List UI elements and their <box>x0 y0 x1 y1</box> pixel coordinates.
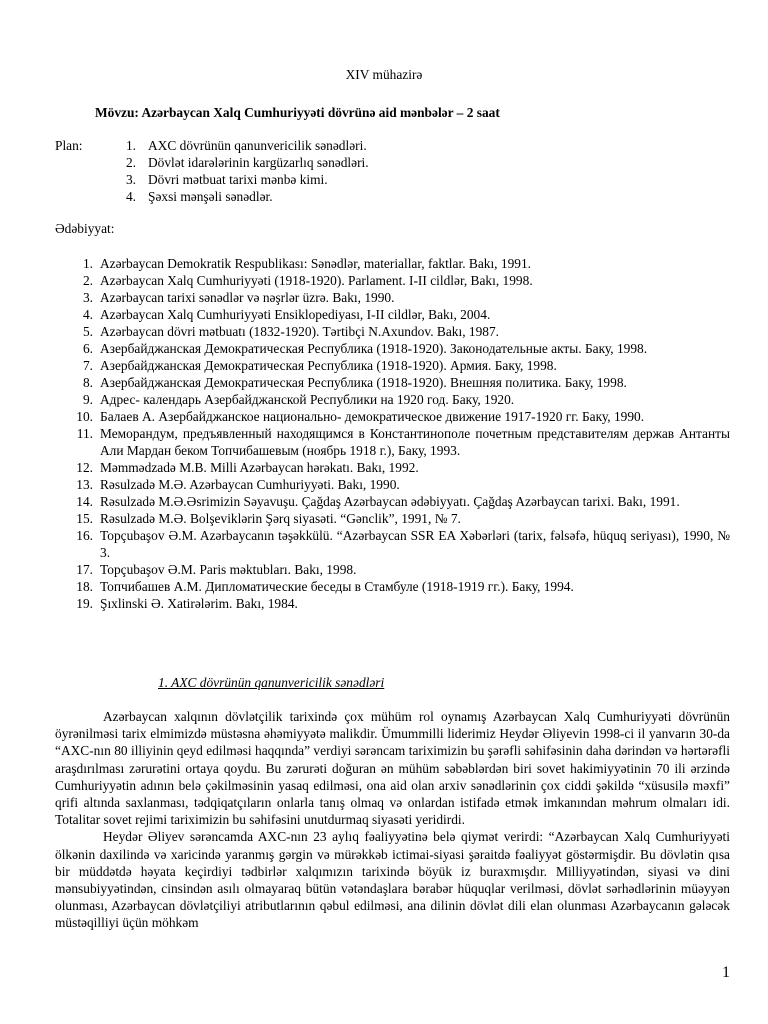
plan-item-text: Şəxsi mənşəli sənədlər. <box>148 189 273 204</box>
plan-item-text: Dövlət idarələrinin kargüzarlıq sənədləri. <box>148 155 369 170</box>
literature-item-number: 12. <box>76 460 93 475</box>
literature-label: Ədəbiyyat: <box>55 221 115 236</box>
plan-item-text: AXC dövrünün qanunvericilik sənədləri. <box>148 138 367 153</box>
literature-item <box>55 391 730 408</box>
lecture-title: XIV mühazirə <box>345 67 423 82</box>
literature-item <box>55 340 730 357</box>
literature-item <box>55 578 730 595</box>
literature-item <box>55 357 730 374</box>
plan-item-number: 3. <box>125 172 136 187</box>
literature-item-text: Azərbaycan Xalq Cumhuriyyəti (1918-1920). Parlament. I-II cildlər, Bakı, 1998. <box>100 273 533 288</box>
literature-item-text: Azərbaycan dövri mətbuatı (1832-1920). Tərtibçi N.Axundov. Bakı, 1987. <box>100 324 500 339</box>
body-paragraph: Azərbaycan xalqının dövlətçilik tarixində çox mühüm rol oynamış Azərbaycan Xalq Cumhuriyyəti dövrünün öyrənilməsi tarix elmimizdə müstəsna əhəmiyyətə malikdir. Ümummilli liderimiz Heydər Əliyevin 1998-ci il yanvarın 30-da “AXC-nın 80 illiyinin qeyd edilməsi haqqında” verdiyi sərəncam tariximizin bu şərəfli səhifəsinin daha dərindən və hərtərəfli araşdırılması zərurətini ortaya qoydu. Bu zərurəti doğuran ən mühüm səbəblərdən biri sovet hakimiyyətinin 70 ili ərzində Cumhuriyyətin adının belə çəkilməsinin yasaq edilməsi, ona aid olan arxiv sənədlərinin çox ciddi şəkildə “xüsusilə məxfi” qrifi altında saxlanması, tədqiqatçıların onlarla tanış olmaq və onlardan istifadə etmək imkanından məhrum olmaları idi. Totalitar sovet rejimi tariximizin bu səhifəsini unutdurmaq siyasəti yeridirdi. <box>55 709 730 828</box>
literature-item <box>55 374 730 391</box>
literature-item-number: 3. <box>82 290 93 305</box>
literature-item-text: Адрес- календарь Азербайджанской Республики на 1920 год. Баку, 1920. <box>100 392 515 407</box>
literature-item-text: Азербайджанская Демократическая Республика (1918-1920). Армия. Баку, 1998. <box>100 358 557 373</box>
literature-item <box>55 561 730 578</box>
plan-item-number: 4. <box>125 189 136 204</box>
literature-item-number: 7. <box>82 358 93 373</box>
literature-item <box>55 476 730 493</box>
literature-item <box>55 595 730 612</box>
literature-item-number: 1. <box>82 256 93 271</box>
literature-item-text: Балаев А. Азербайджанское национально- демократическое движение 1917-1920 гг. Баку, 1990. <box>100 409 645 424</box>
literature-item-text: Azərbaycan Xalq Cumhuriyyəti Ensiklopediyası, I-II cildlər, Bakı, 2004. <box>100 307 491 322</box>
literature-item <box>55 459 730 476</box>
literature-item-text: Азербайджанская Демократическая Республика (1918-1920). Законодательные акты. Баку, 1998. <box>100 341 648 356</box>
literature-item-text: Topçubaşov Ə.M. Paris məktubları. Bakı, 1998. <box>100 562 357 577</box>
topic-heading: Mövzu: Azərbaycan Xalq Cumhuriyyəti dövrünə aid mənbələr – 2 saat <box>95 105 500 120</box>
literature-item-number: 11. <box>76 426 93 441</box>
literature-item <box>55 255 730 272</box>
plan-item-text: Dövri mətbuat tarixi mənbə kimi. <box>148 172 328 187</box>
literature-item-text: Şıxlinski Ə. Xatirələrim. Bakı, 1984. <box>100 596 298 611</box>
literature-item-text: Топчибашев А.М. Дипломатические беседы в Стамбуле (1918-1919 гг.). Баку, 1994. <box>100 579 574 594</box>
plan-item <box>108 171 369 188</box>
plan-label: Plan: <box>55 138 83 153</box>
section-heading: 1. AXC dövrünün qanunvericilik sənədləri <box>158 675 385 690</box>
literature-item-number: 19. <box>76 596 93 611</box>
literature-item-number: 5. <box>82 324 93 339</box>
literature-item-number: 6. <box>82 341 93 356</box>
literature-item-number: 2. <box>82 273 93 288</box>
literature-list <box>55 255 730 612</box>
plan-item-number: 2. <box>125 155 136 170</box>
literature-item <box>55 408 730 425</box>
literature-item <box>55 289 730 306</box>
literature-item-number: 4. <box>82 307 93 322</box>
literature-item-text: Azərbaycan tarixi sənədlər və nəşrlər üzrə. Bakı, 1990. <box>100 290 395 305</box>
literature-item-text: Rəsulzadə M.Ə. Azərbaycan Cumhuriyyəti. Bakı, 1990. <box>100 477 400 492</box>
plan-item <box>108 154 369 171</box>
literature-item-number: 13. <box>76 477 93 492</box>
literature-item-number: 17. <box>76 562 93 577</box>
literature-item-number: 15. <box>76 511 93 526</box>
literature-item <box>55 323 730 340</box>
literature-item-text: Məmmədzadə M.B. Milli Azərbaycan hərəkatı. Bakı, 1992. <box>100 460 419 475</box>
literature-item <box>55 493 730 510</box>
literature-item-number: 9. <box>82 392 93 407</box>
literature-item-text: Azərbaycan Demokratik Respublikası: Sənədlər, materiallar, faktlar. Bakı, 1991. <box>100 256 532 271</box>
literature-item-number: 8. <box>82 375 93 390</box>
literature-item-text: Rəsulzadə M.Ə.Əsrimizin Səyavuşu. Çağdaş Azərbaycan ədəbiyyatı. Çağdaş Azərbaycan tarixi. Bakı, 1991. <box>100 494 680 509</box>
literature-item <box>55 527 730 561</box>
plan-item <box>108 188 369 205</box>
literature-item-number: 18. <box>76 579 93 594</box>
literature-item-number: 14. <box>76 494 93 509</box>
literature-item-number: 10. <box>76 409 93 424</box>
plan-item <box>108 137 369 154</box>
literature-item-text: Topçubaşov Ə.M. Azərbaycanın təşəkkülü. “Azərbaycan SSR EA Xəbərləri (tarix, fəlsəfə, hüquq seriyası), 1990, № 3. <box>100 528 730 560</box>
body-paragraph: Heydər Əliyev sərəncamda AXC-nın 23 aylıq fəaliyyətinə belə qiymət verirdi: “Azərbaycan Xalq Cumhuriyyəti ölkənin daxilində və xaricində yaranmış gərgin və mürəkkəb ictimai-siyasi şəraitdə fəaliyyət göstərmişdir. Bu dövlətin qısa bir müddətdə həyata keçirdiyi tədbirlər xalqımızın tarixində böyük iz buraxmışdır. Milliyyətindən, siyasi və dini mənsubiyyətindən, cinsindən asılı olmayaraq bütün vətəndaşlara bərabər hüquqlar verilməsi, dövlət sərhədlərinin müəyyən olunması, Azərbaycan dövlətçiliyi atributlarının qəbul edilməsi, ana dilinin dövlət dili elan olunması Azərbaycanın gələcək müstəqilliyi üçün möhkəm <box>55 829 730 931</box>
literature-item <box>55 272 730 289</box>
page-number: 1 <box>722 964 730 981</box>
literature-item-text: Rəsulzadə M.Ə. Bolşeviklərin Şərq siyasəti. “Gənclik”, 1991, № 7. <box>100 511 461 526</box>
literature-item <box>55 425 730 459</box>
literature-item <box>55 510 730 527</box>
plan-list <box>108 137 369 205</box>
literature-item-number: 16. <box>76 528 93 543</box>
plan-item-number: 1. <box>125 138 136 153</box>
literature-item-text: Меморандум, предъявленный находящимся в Константинополе почетным представителям держав Антанты Али Мардан беком Топчибашевым (ноябрь 1918 г.), Баку, 1993. <box>100 426 730 458</box>
body-text <box>55 708 730 932</box>
literature-item <box>55 306 730 323</box>
literature-item-text: Азербайджанская Демократическая Республика (1918-1920). Внешняя политика. Баку, 1998. <box>100 375 627 390</box>
